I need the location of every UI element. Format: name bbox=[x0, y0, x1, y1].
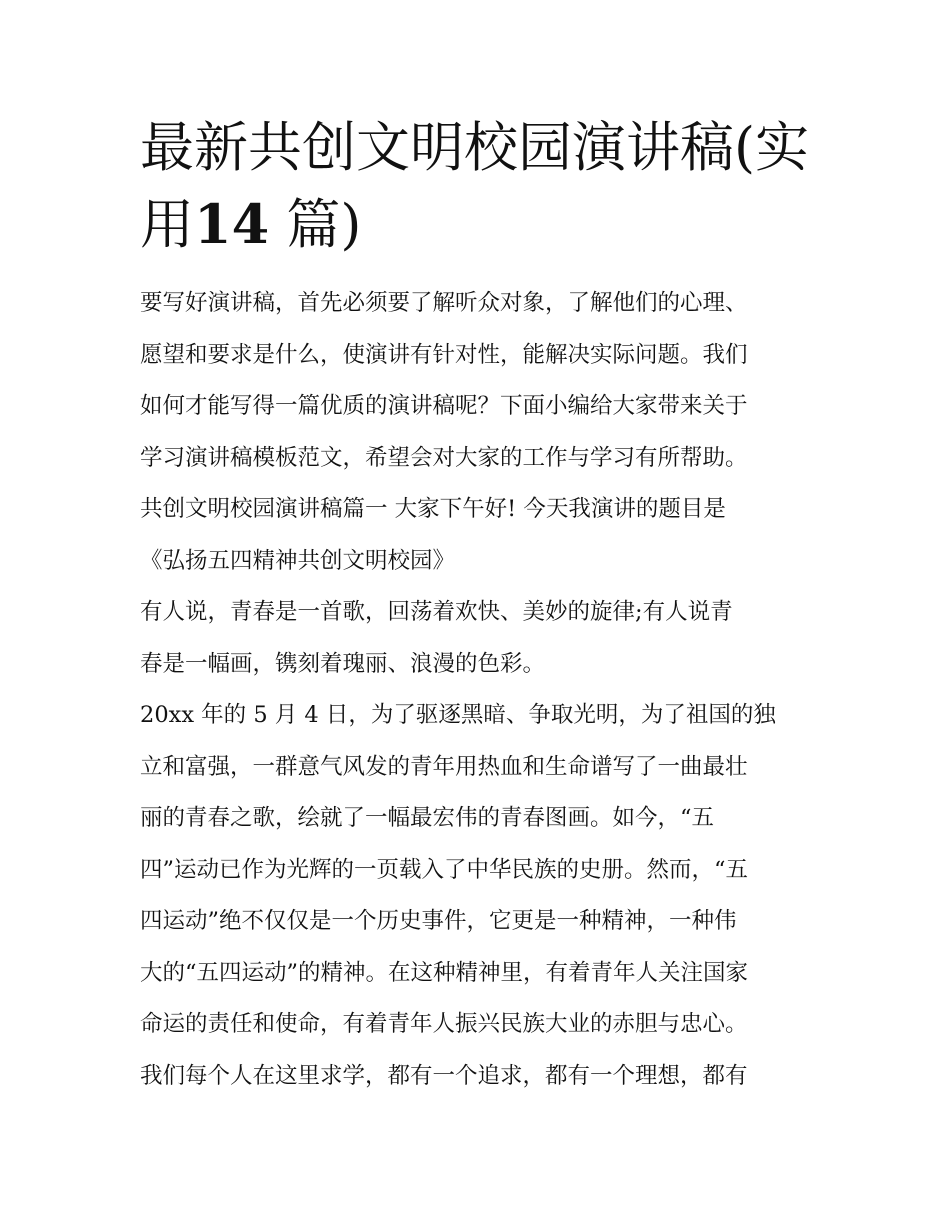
body-line: 我们每个人在这里求学，都有一个追求，都有一个理想，都有 bbox=[140, 1062, 748, 1089]
body-line: 有人说，青春是一首歌，回荡着欢快、美妙的旋律;有人说青 bbox=[140, 599, 733, 625]
body-line: 丽的青春之歌，绘就了一幅最宏伟的青春图画。如今，“五 bbox=[140, 805, 715, 831]
body-line: 愿望和要求是什么，使演讲有针对性，能解决实际问题。我们 bbox=[140, 341, 748, 368]
body-line: 共创文明校园演讲稿篇一 大家下午好! 今天我演讲的题目是 bbox=[140, 496, 726, 522]
body-line: 学习演讲稿模板范文，希望会对大家的工作与学习有所帮助。 bbox=[140, 444, 748, 471]
title-text-part1: 最新共创文明校园演讲稿(实用 bbox=[140, 116, 810, 256]
document-title bbox=[140, 110, 820, 263]
body-line: 大的“五四运动”的精神。在这种精神里，有着青年人关注国家 bbox=[140, 959, 749, 986]
body-line: 四”运动已作为光辉的一页载入了中华民族的史册。然而，“五 bbox=[140, 856, 749, 883]
document-body bbox=[140, 278, 830, 1102]
title-number: 14 bbox=[194, 192, 270, 256]
body-line: 春是一幅画，镌刻着瑰丽、浪漫的色彩。 bbox=[140, 650, 546, 677]
body-line: 四运动”绝不仅仅是一个历史事件，它更是一种精神，一种伟 bbox=[140, 908, 737, 934]
body-line: 要写好演讲稿，首先必须要了解听众对象，了解他们的心理、 bbox=[140, 290, 748, 316]
body-line: 立和富强，一群意气风发的青年用热血和生命谱写了一曲最壮 bbox=[140, 753, 748, 780]
body-line: 《弘扬五四精神共创文明校园》 bbox=[140, 547, 456, 574]
body-line: 20xx 年的 5 月 4 日，为了驱逐黑暗、争取光明，为了祖国的独 bbox=[140, 702, 776, 728]
body-line: 命运的责任和使命，有着青年人振兴民族大业的赤胆与忠心。 bbox=[140, 1011, 748, 1037]
body-line: 如何才能写得一篇优质的演讲稿呢？下面小编给大家带来关于 bbox=[140, 393, 748, 419]
title-text-part2: 篇) bbox=[269, 193, 362, 256]
